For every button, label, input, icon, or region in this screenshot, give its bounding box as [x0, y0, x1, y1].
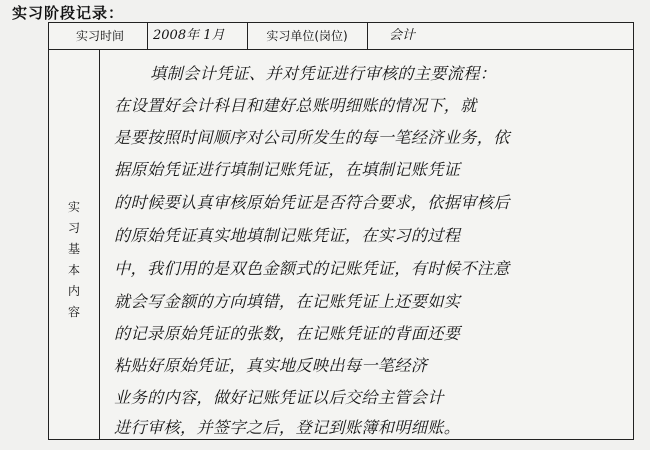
page-title: 实习阶段记录：: [12, 4, 125, 22]
text-line: 在设置好会计科目和建好总账明细账的情况下，就: [114, 96, 477, 115]
divider: [147, 23, 148, 49]
text-line: 的时候要认真审核原始凭证是否符合要求，依据审核后: [114, 193, 510, 212]
text-line: 业务的内容，做好记账凭证以后交给主管会计: [114, 388, 444, 407]
time-label: 实习时间: [75, 29, 124, 43]
time-value: 2008年 1月: [153, 28, 225, 43]
text-line: 中，我们用的是双色金额式的记账凭证，有时候不注意: [114, 259, 510, 278]
side-label: 实习基本内容: [67, 200, 80, 319]
divider: [367, 23, 368, 49]
side-label-column: [49, 49, 100, 439]
text-line: 是要按照时间顺序对公司所发生的每一笔经济业务，依: [114, 128, 510, 147]
text-line: 进行审核，并签字之后，登记到账簿和明细账。: [114, 418, 461, 437]
text-line: 就会写金额的方向填错，在记账凭证上还要如实: [114, 292, 461, 311]
record-form: [48, 22, 634, 440]
form-header-row: [49, 23, 633, 50]
text-line: 填制会计凭证、并对凭证进行审核的主要流程：: [150, 64, 497, 83]
text-line: 据原始凭证进行填制记账凭证，在填制记账凭证: [114, 160, 461, 179]
handwritten-content: [100, 49, 633, 439]
text-line: 的原始凭证真实地填制记账凭证，在实习的过程: [114, 226, 461, 245]
unit-value: 会计: [389, 28, 416, 43]
text-line: 的记录原始凭证的张数，在记账凭证的背面还要: [114, 324, 461, 343]
divider: [247, 23, 248, 49]
unit-label: 实习单位(岗位): [266, 29, 348, 43]
text-line: 粘贴好原始凭证，真实地反映出每一笔经济: [114, 356, 428, 375]
